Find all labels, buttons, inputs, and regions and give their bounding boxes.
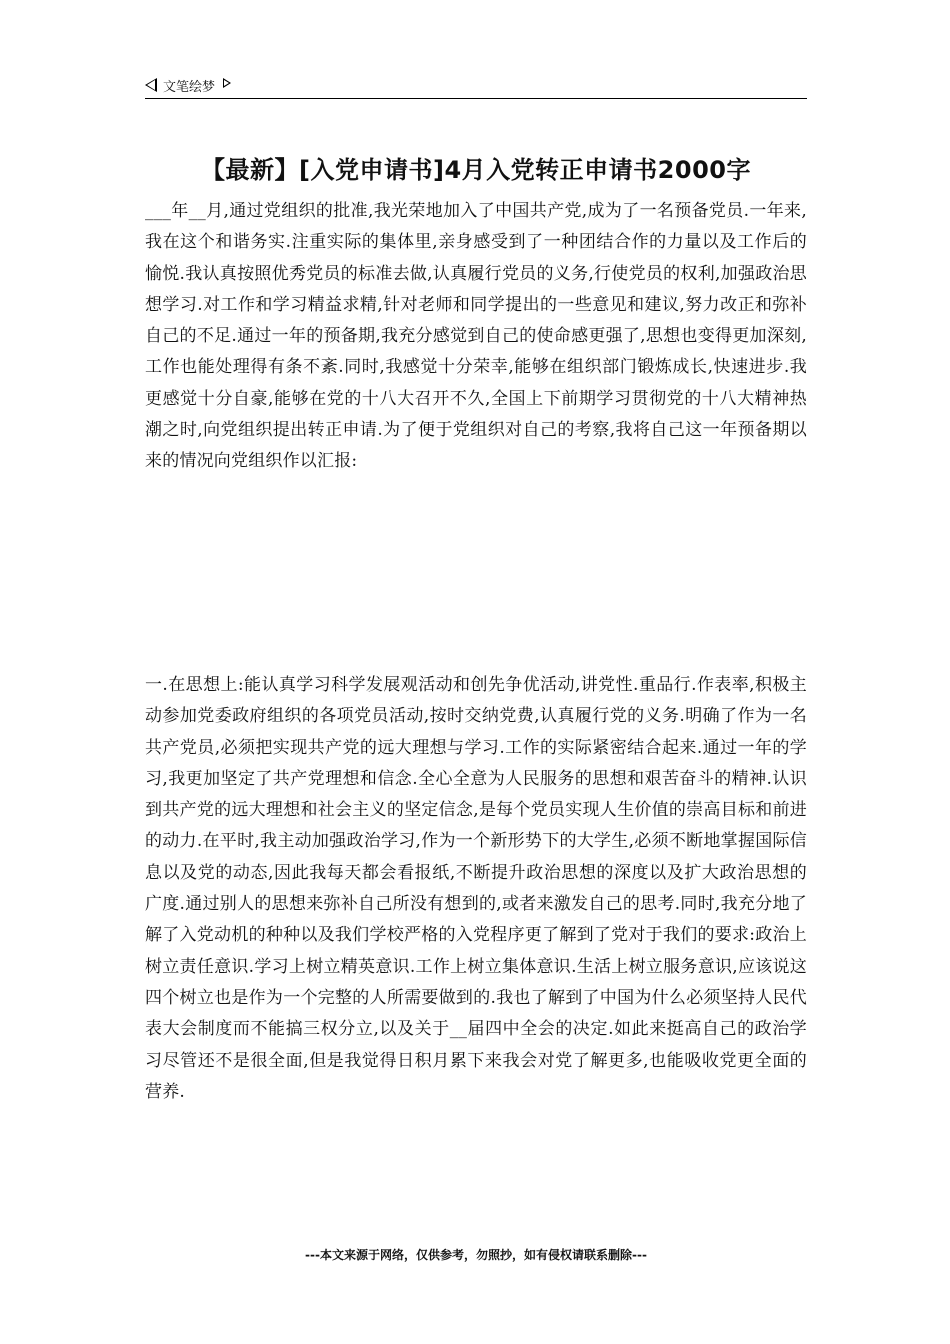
paragraph-intro: ___年__月,通过党组织的批准,我光荣地加入了中国共产党,成为了一名预备党员.一年来,我在这个和谐务实.注重实际的集体里,亲身感受到了一种团结合作的力量以及工作后的愉悦.我认真按照优秀党员的标准去做,认真履行党员的义务,行使党员的权利,加强政治思想学习.对工作和学习精益求精,针对老师和同学提出的一些意见和建议,努力改正和弥补自己的不足.通过一年的预备期,我充分感觉到自己的使命感更强了,思想也变得更加深刻,工作也能处理得有条不紊.同时,我感觉十分荣幸,能够在组织部门锻炼成长,快速进步.我更感觉十分自豪,能够在党的十八大召开不久,全国上下前期学习贯彻党的十八大精神热潮之时,向党组织提出转正申请.为了便于党组织对自己的考察,我将自己这一年预备期以来的情况向党组织作以汇报: [145, 201, 807, 472]
triangle-right-icon [223, 78, 231, 88]
paragraph-ideology: 一.在思想上:能认真学习科学发展观活动和创先争优活动,讲党性.重品行.作表率,积极主动参加党委政府组织的各项党员活动,按时交纳党费,认真履行党的义务.明确了作为一名共产党员,必须把实现共产党的远大理想与学习.工作的实际紧密结合起来.通过一年的学习,我更加坚定了共产党理想和信念.全心全意为人民服务的思想和艰苦奋斗的精神.认识到共产党的远大理想和社会主义的坚定信念,是每个党员实现人生价值的崇高目标和前进的动力.在平时,我主动加强政治学习,作为一个新形势下的大学生,必须不断地掌握国际信息以及党的动态,因此我每天都会看报纸,不断提升政治思想的深度以及扩大政治思想的广度.通过别人的思想来弥补自己所没有想到的,或者来激发自己的思考.同时,我充分地了解了入党动机的种种以及我们学校严格的入党程序更了解到了党对于我们的要求:政治上树立责任意识.学习上树立精英意识.工作上树立集体意识.生活上树立服务意识,应该说这四个树立也是作为一个完整的人所需要做到的.我也了解到了中国为什么必须坚持人民代表大会制度而不能搞三权分立,以及关于__届四中全会的决定.如此来挺高自己的政治学习尽管还不是很全面,但是我觉得日积月累下来我会对党了解更多,也能吸收党更全面的营养. [145, 675, 807, 1102]
page-header [145, 72, 807, 99]
header-brand: 文笔绘梦 [163, 79, 216, 95]
footer-disclaimer: ---本文来源于网络，仅供参考，勿照抄，如有侵权请联系删除--- [305, 1248, 647, 1262]
triangle-left-icon [145, 78, 157, 92]
document-title: 【最新】[入党申请书]4月入党转正申请书2000字 [201, 156, 751, 184]
